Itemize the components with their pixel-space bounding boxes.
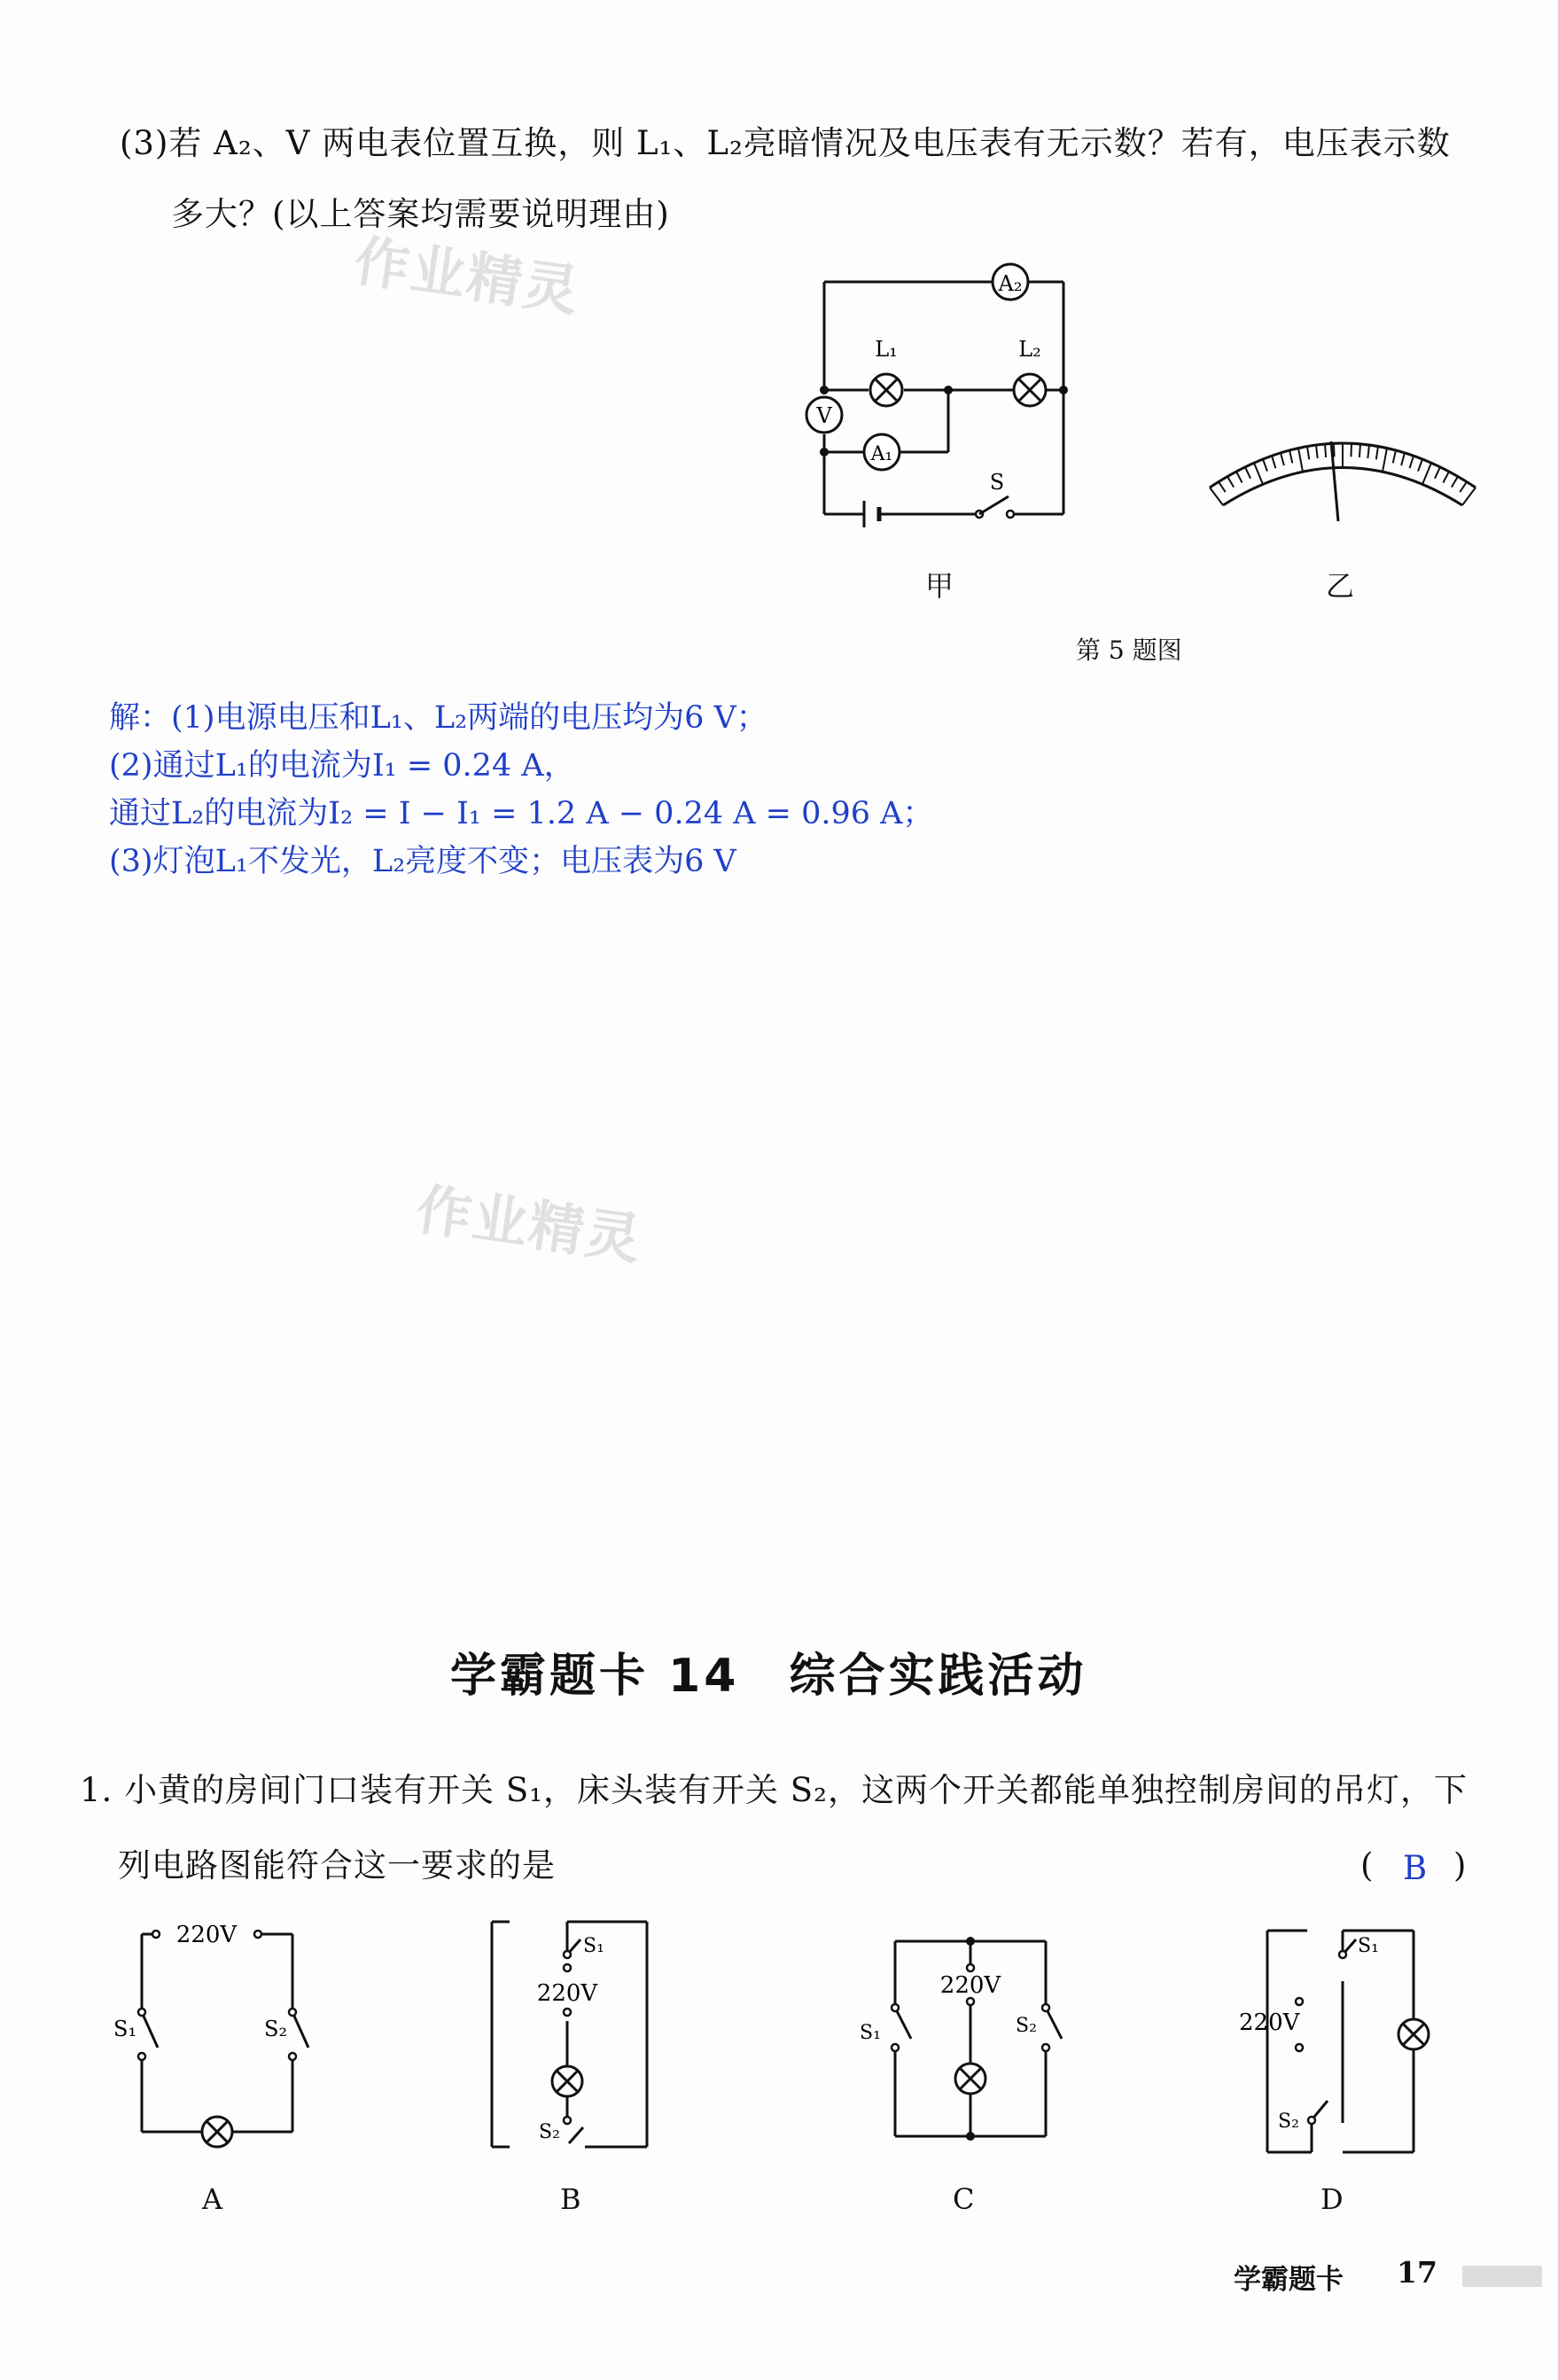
scale-tick bbox=[1367, 445, 1369, 458]
voltmeter-icon bbox=[806, 397, 842, 433]
figure-label-jia: 甲 bbox=[925, 569, 954, 603]
lamp-icon bbox=[1398, 2019, 1429, 2049]
svg-text:S₁: S₁ bbox=[860, 2022, 881, 2044]
ammeter-a2-icon bbox=[993, 264, 1028, 300]
svg-text:L₂: L₂ bbox=[1018, 337, 1041, 362]
battery-icon bbox=[864, 501, 879, 527]
footer-bar bbox=[1462, 2266, 1542, 2287]
scale-tick bbox=[1272, 456, 1275, 468]
question-5-part3-line1: (3)若 A₂、V 两电表位置互换，则 L₁、L₂亮暗情况及电压表有无示数？若有，电压表示数 bbox=[120, 124, 1451, 162]
option-a-label: A bbox=[202, 2182, 223, 2216]
lamp-icon bbox=[955, 2064, 985, 2094]
answer-paren-open: ( bbox=[1360, 1846, 1375, 1884]
svg-text:220V: 220V bbox=[939, 1972, 1001, 1999]
svg-text:S₂: S₂ bbox=[264, 2017, 288, 2041]
ammeter-a1-icon bbox=[864, 434, 900, 470]
question-1-line1: 1. 小黄的房间门口装有开关 S₁，床头装有开关 S₂，这两个开关都能单独控制房间的吊灯，下 bbox=[80, 1771, 1468, 1809]
scale-tick bbox=[1452, 477, 1458, 488]
scale-tick bbox=[1401, 453, 1405, 465]
svg-text:S₂: S₂ bbox=[1278, 2111, 1299, 2133]
scale-tick bbox=[1210, 488, 1223, 505]
svg-text:A₁: A₁ bbox=[870, 443, 893, 465]
section-title: 学霸题卡 14 综合实践活动 bbox=[450, 1650, 1087, 1703]
figure-label-yi: 乙 bbox=[1326, 569, 1355, 603]
option-d-circuit bbox=[1223, 1915, 1445, 2163]
svg-text:220V: 220V bbox=[175, 1922, 238, 1948]
scale-tick bbox=[1334, 443, 1335, 456]
svg-text:S₂: S₂ bbox=[1016, 2015, 1037, 2037]
svg-text:S₁: S₁ bbox=[1358, 1935, 1379, 1957]
scale-tick bbox=[1435, 467, 1440, 479]
svg-text:S: S bbox=[989, 470, 1005, 495]
option-c-circuit bbox=[842, 1924, 1072, 2163]
scale-tick bbox=[1263, 459, 1267, 472]
choice-answer: B bbox=[1403, 1849, 1429, 1887]
lamp-icon bbox=[202, 2117, 232, 2147]
scale-tick bbox=[1316, 445, 1318, 458]
scale-tick bbox=[1443, 472, 1449, 482]
svg-text:220V: 220V bbox=[1239, 2009, 1300, 2036]
answer-line-3: 通过L₂的电流为I₂ = I − I₁ = 1.2 A − 0.24 A = 0.96 A； bbox=[109, 796, 934, 831]
scale-tick bbox=[1227, 477, 1234, 488]
scale-tick bbox=[1298, 449, 1303, 472]
svg-text:220V: 220V bbox=[536, 1980, 598, 2007]
option-a-circuit bbox=[106, 1915, 337, 2163]
scale-tick bbox=[1460, 482, 1467, 493]
answer-line-1: 解：(1)电源电压和L₁、L₂两端的电压均为6 V； bbox=[109, 700, 767, 736]
svg-text:L₁: L₁ bbox=[875, 337, 898, 362]
option-b-label: B bbox=[560, 2182, 581, 2216]
scale-tick bbox=[1376, 447, 1378, 460]
scale-tick bbox=[1351, 443, 1352, 456]
scale-tick bbox=[1289, 450, 1292, 463]
scale-tick bbox=[1307, 447, 1309, 460]
svg-text:S₂: S₂ bbox=[539, 2121, 560, 2143]
svg-text:A₂: A₂ bbox=[998, 271, 1023, 296]
svg-text:S₁: S₁ bbox=[113, 2017, 137, 2041]
footer-label: 学霸题卡 bbox=[1234, 2264, 1344, 2296]
option-c-label: C bbox=[953, 2182, 975, 2216]
lamp-icon bbox=[552, 2066, 582, 2096]
svg-text:S₁: S₁ bbox=[583, 1935, 604, 1957]
watermark: 作业精灵 bbox=[350, 228, 585, 324]
scale-tick bbox=[1410, 456, 1414, 468]
scale-tick bbox=[1359, 444, 1360, 457]
page-number: 17 bbox=[1397, 2255, 1437, 2290]
scale-tick bbox=[1418, 459, 1422, 472]
circuit-diagram-jia bbox=[798, 257, 1090, 532]
scale-tick bbox=[1383, 449, 1387, 472]
svg-text:V: V bbox=[816, 403, 832, 428]
scale-tick bbox=[1281, 453, 1284, 465]
question-5-part3-line2: 多大？(以上答案均需要说明理由) bbox=[171, 195, 670, 233]
question-1-line2: 列电路图能符合这一要求的是 bbox=[118, 1846, 556, 1884]
answer-line-4: (3)灯泡L₁不发光，L₂亮度不变；电压表为6 V bbox=[109, 844, 736, 879]
lamp-l2-icon bbox=[1014, 337, 1046, 406]
scale-tick bbox=[1325, 444, 1326, 457]
answer-paren-close: ) bbox=[1453, 1846, 1468, 1884]
scale-tick bbox=[1245, 467, 1250, 479]
scale-tick bbox=[1236, 472, 1243, 482]
lamp-l1-icon bbox=[870, 337, 902, 406]
scale-tick bbox=[1462, 488, 1476, 505]
scale-tick bbox=[1393, 450, 1396, 463]
watermark: 作业精灵 bbox=[412, 1176, 647, 1273]
figure-caption: 第 5 题图 bbox=[1076, 636, 1182, 665]
option-d-label: D bbox=[1320, 2182, 1344, 2216]
switch-s-icon bbox=[976, 470, 1014, 518]
scale-tick bbox=[1254, 463, 1263, 484]
answer-line-2: (2)通过L₁的电流为I₁ = 0.24 A， bbox=[109, 748, 575, 784]
option-b-circuit bbox=[470, 1915, 674, 2163]
scale-tick bbox=[1422, 463, 1431, 484]
scale-tick bbox=[1219, 482, 1226, 493]
meter-scale-yi bbox=[1201, 417, 1484, 541]
